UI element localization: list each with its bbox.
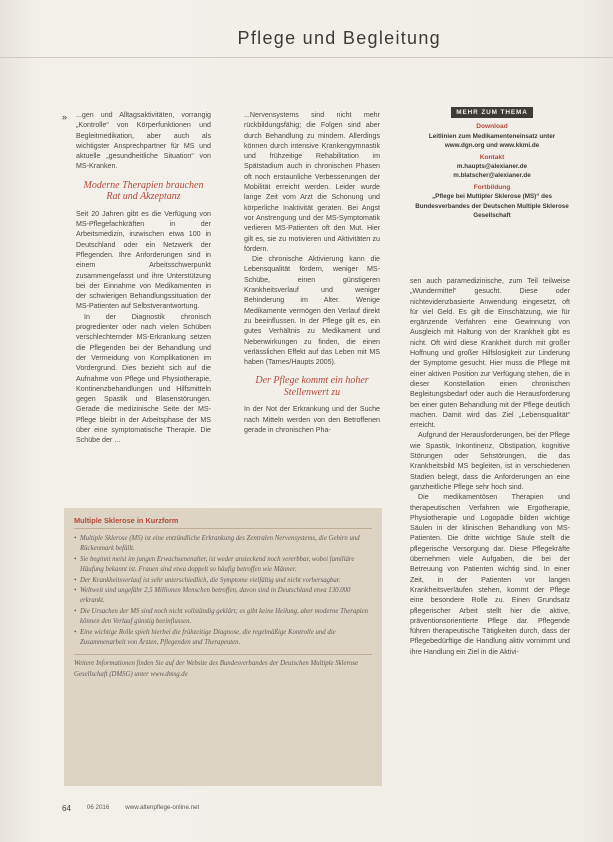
col2-subheading: Der Pflege kommt ein hoher Stellenwert zu (255, 375, 369, 398)
col2-paragraph: ...Nervensystems sind nicht mehr rückbildungsfähig; die Folgen sind aber durch Behandlung zu mindern. Allerdings können durch intensive Krankengymnastik und frühzeitige Rehabilitation im Spätstadium auch in chronischen Phasen oft noch erstaunliche Verbesserungen der Mobilität erreicht werden. Leider wurde lange Zeit vom Arzt die Schonung und körperliche Inaktivität geraten. Bei Angst vor Anstrengung und der MS-Symptomatik verlieren MS-Patienten oft den Mut. Hier gilt es, sie zu motivieren und Aktivitäten zu fördern. (244, 111, 380, 253)
page-title: Pflege und Begleitung (237, 28, 441, 48)
column-1 (76, 110, 211, 446)
page-footer (62, 804, 199, 813)
col3-paragraph: sen auch paramedizinische, zum Teil teilweise „Wundermittel“ gesucht. Diese oder nichtevidenzbasierte Anwendung eingesetzt, oft für viel Geld. Es gilt die Einschätzung, wie für ergänzende Verfahren eine Gewinnung von Ausgleich mit Haltung von der Krankheit gibt es nicht. Oft wird diese Krankheit durch mit großer Hoffnung und großer Hilfslosigkeit zur Linderung der Symptome gesucht. Hier muss die Pflege mit einer aktiven Position zur Verfügung stehen, die in dieser Konstellation einen chronischen Begleitungsbedarf oder auch die Herausforderung bei einer guten Behandlung mit der Pflege deutlich machen. Damit wird das Ziel „Lebensqualität“ erreicht. (410, 277, 570, 430)
list-item: • Eine wichtige Rolle spielt hierbei die frühzeitige Diagnose, die regelmäßige Kontrolle und die Zusammenarbeit von Ärzten, Pflegenden und Therapeuten. (74, 628, 372, 649)
more-on-topic-tag: MEHR ZUM THEMA (451, 107, 533, 118)
training-text: „Pflege bei Multipler Sklerose (MS)“ des Bundesverbandes der Deutschen Multiple Sklerose Gesellschaft (415, 193, 569, 220)
list-item: • Weltweit sind ungefähr 2,5 Millionen Menschen betroffen, davon sind in Deutschland etwa 130.000 erkrankt. (74, 586, 372, 607)
list-item: • Multiple Sklerose (MS) ist eine entzündliche Erkrankung des Zentralen Nervensystems, die Gehirn und Rückenmark befällt. (74, 534, 372, 555)
training-heading: Fortbildung (473, 183, 511, 191)
list-item: • Sie beginnt meist im jungen Erwachsenenalter, ist weder ansteckend noch vererbbar, wobei familiäre Häufung bekannt ist. Frauen sind etwa doppelt so häufig betroffen wie Männer. (74, 555, 372, 576)
download-heading: Download (476, 123, 508, 131)
col1-paragraph: Seit 20 Jahren gibt es die Verfügung von MS-Pflegefachkräften in der Arbeitsmedizin, inzwischen etwa 100 in Deutschland oder ein Netzwerk der Pflegenden. Ihre Anforderungen sind in einem Arbeitsschwerpunkt zusammengefasst und ihre Unterstützung bei der Einnahme von Medikamenten in der schwierigen Behandlungssituation der MS-Patienten auf Selbstverantwortung. (76, 209, 211, 311)
list-item: • Der Krankheitsverlauf ist sehr unterschiedlich, die Symptome vielfältig und nicht vorhersagbar. (74, 576, 372, 586)
infobox-footnote: Weitere Informationen finden Sie auf der Website des Bundesverbandes der Deutschen Multiple Sklerose Gesellschaft (DMSG) unter www.dmsg.de (74, 654, 372, 680)
infobox-divider (74, 528, 372, 529)
col2-paragraph: In der Not der Erkrankung und der Suche nach Mitteln werden von den Betroffenen gerade in chronischen Pha- (244, 405, 380, 435)
contact-heading: Kontakt (479, 153, 505, 161)
website-link[interactable]: www.altenpflege-online.net (125, 804, 200, 811)
continuation-arrow-icon: » (62, 112, 68, 122)
download-link[interactable]: Leitlinien zum Medikamenteneinsatz unter www.dgn.org und www.kkmi.de (428, 132, 556, 150)
contact-emails[interactable]: m.haupts@alexianer.de m.blatscher@alexianer.de (453, 163, 531, 180)
list-item: • Die Ursachen der MS sind noch nicht vollständig geklärt; es gibt keine Heilung, aber moderne Therapien können den Verlauf günstig beeinflussen. (74, 607, 372, 628)
col1-paragraph: ...gen und Alltagsaktivitäten, vorrangig „Kontrolle“ von Körperfunktionen und Begleitmedikation, aber auch als wichtigster Ansprechpartner für MS und aktuelle „gesundheitliche Situation“ von MS-Kranken. (76, 111, 211, 171)
infobox-title: Multiple Sklerose in Kurzform (74, 516, 179, 525)
page-number: 64 (62, 804, 71, 813)
infobox-list (74, 534, 372, 648)
column-3 (410, 276, 570, 657)
col1-paragraph: In der Diagnostik chronisch progredienter oder nach vielen Schüben verschlechternder MS-Erkrankung setzen die Pflegenden bei der Behandlung und der Vermeidung von Komplikationen im Vordergrund. Dies bezieht sich auf die Aufnahme von Pflege und Physiotherapie, Kontinenzbehandlungen und Hilfsmitteln gegen Spastik und Blasenstörungen. Gerade die medizinische Seite der MS-Pflege bleibt in der Arbeitsphase der MS über eine symptomatische Therapie. Die Schübe der ... (76, 312, 211, 445)
col1-subheading: Moderne Therapien brauchen Rat und Akzeptanz (83, 179, 204, 203)
issue-label: 06 2016 (86, 804, 110, 811)
header-divider (0, 57, 613, 58)
col2-paragraph: Die chronische Aktivierung kann die Lebensqualität fördern, weniger MS-Schübe, einen günstigeren Krankheitsverlauf und weniger Behinderung im Alter. Wenige Medikamente vermögen den Verlauf direkt zu beeinflussen. In der Pflege gilt es, ein gutes Verhältnis zu Medikament und Nebenwirkungen zu finden, die einen verlässlichen Effekt auf das Leben mit MS haben (Tarnes/Haupts 2005). (244, 255, 380, 367)
column-2 (244, 110, 380, 435)
col3-paragraph: Die medikamentösen Therapien und therapeutischen Verfahren wie Ergotherapie, Physiotherapie und Logopädie bilden wichtige Säulen in der klinischen Behandlung von MS-Patienten. Die dritte wichtige Säule stellt die pflegerische Versorgung dar. Diese Pflegekräfte übernehmen viele Aufgaben, die bei der Betreuung von Patienten wichtig sind. In einer Zeit, in der Patienten vor langen Krankheitsverläufen stehen, kommt der Pflege eine besondere Rolle zu. Einen Grundsatz pflegerischer Arbeit stellt hier die aktive, präventionsorientierte Pflege dar. Pflegende führen therapeutische Tätigkeiten durch, dass der Pflegebedürftige die Handlung aktiv vornimmt und ihre Handlung ein Ziel in die Aktivi- (410, 493, 570, 656)
col3-paragraph: Aufgrund der Herausforderungen, bei der Pflege wie Spastik, Inkontinenz, Obstipation, kognitive Störungen oder Sehstörungen, die das Krankheitsbild MS begleiten, ist in verschiedenen Stadien belegt, dass die Anforderungen an eine ganzheitliche Pflege sehr hoch sind. (410, 431, 570, 491)
more-on-topic-box (410, 107, 574, 220)
ms-summary-box (64, 508, 382, 786)
